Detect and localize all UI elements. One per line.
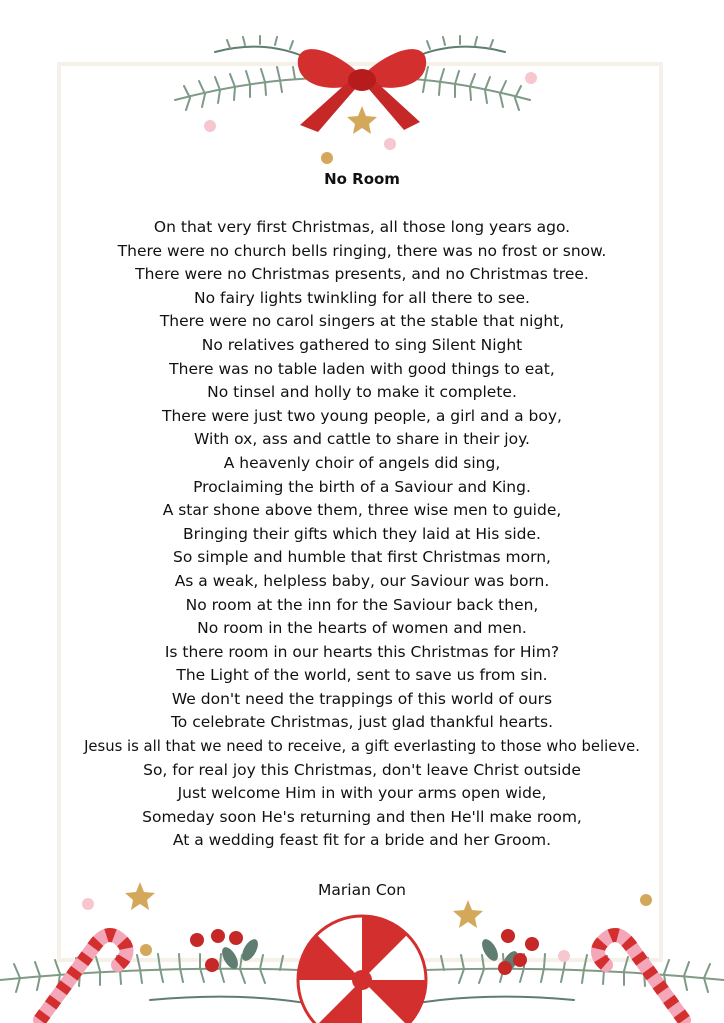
dot-icon (640, 894, 652, 906)
candy-cane-icon (598, 935, 684, 1020)
top-decoration (0, 0, 724, 170)
bottom-decoration (0, 870, 724, 1023)
poem-body (0, 216, 724, 853)
poem-line: Someday soon He's returning and then He'll make room, (142, 807, 582, 826)
star-icon (453, 900, 483, 928)
poem-line: The Light of the world, sent to save us from sin. (176, 666, 548, 685)
star-icon (125, 882, 155, 910)
peppermint-candy-icon (298, 916, 426, 1023)
dot-icon (321, 152, 333, 164)
poem-line: There was no table laden with good things to eat, (169, 359, 555, 378)
dot-icon (558, 950, 570, 962)
poem-line: No tinsel and holly to make it complete. (207, 383, 517, 402)
poem-line: There were just two young people, a girl and a boy, (162, 406, 562, 425)
dot-icon (82, 898, 94, 910)
poem-line: On that very first Christmas, all those long years ago. (153, 218, 571, 236)
poem-title: No Room (324, 170, 400, 188)
poem-line: There were no Christmas presents, and no Christmas tree. (135, 265, 589, 284)
dot-icon (204, 120, 216, 132)
candy-cane-icon (40, 935, 126, 1020)
dot-icon (140, 944, 152, 956)
poem-line: There were no church bells ringing, there was no frost or snow. (117, 241, 607, 260)
dot-icon (525, 72, 537, 84)
poem-line: Jesus is all that we need to receive, a gift everlasting to those who believe. (84, 738, 640, 756)
poem-line: Is there room in our hearts this Christmas for Him? (164, 642, 560, 661)
poem-line: Proclaiming the birth of a Saviour and King. (193, 477, 531, 496)
poem-line: No fairy lights twinkling for all there to see. (194, 288, 530, 307)
poem-line: No relatives gathered to sing Silent Night (201, 335, 523, 354)
poem-line: No room in the hearts of women and men. (197, 619, 527, 638)
poem-line: No room at the inn for the Saviour back then, (185, 595, 539, 614)
poem-line: To celebrate Christmas, just glad thankful hearts. (170, 713, 554, 732)
poem-author: Marian Con (318, 881, 406, 899)
poem-line: With ox, ass and cattle to share in their joy. (194, 430, 530, 449)
star-icon (347, 106, 377, 134)
poem-line: A star shone above them, three wise men to guide, (162, 501, 562, 520)
poem-line: At a wedding feast fit for a bride and her Groom. (172, 831, 552, 850)
poem-line: So, for real joy this Christmas, don't leave Christ outside (143, 760, 581, 779)
poem-line: A heavenly choir of angels did sing, (223, 453, 501, 472)
poem-line: There were no carol singers at the stable that night, (159, 312, 565, 331)
poem-line: We don't need the trappings of this world of ours (171, 689, 553, 708)
poem-line: As a weak, helpless baby, our Saviour was born. (174, 571, 550, 590)
poem-line: So simple and humble that first Christmas morn, (173, 548, 551, 567)
poem-line: Bringing their gifts which they laid at His side. (183, 524, 541, 543)
poem-line: Just welcome Him in with your arms open wide, (177, 784, 547, 803)
dot-icon (384, 138, 396, 150)
